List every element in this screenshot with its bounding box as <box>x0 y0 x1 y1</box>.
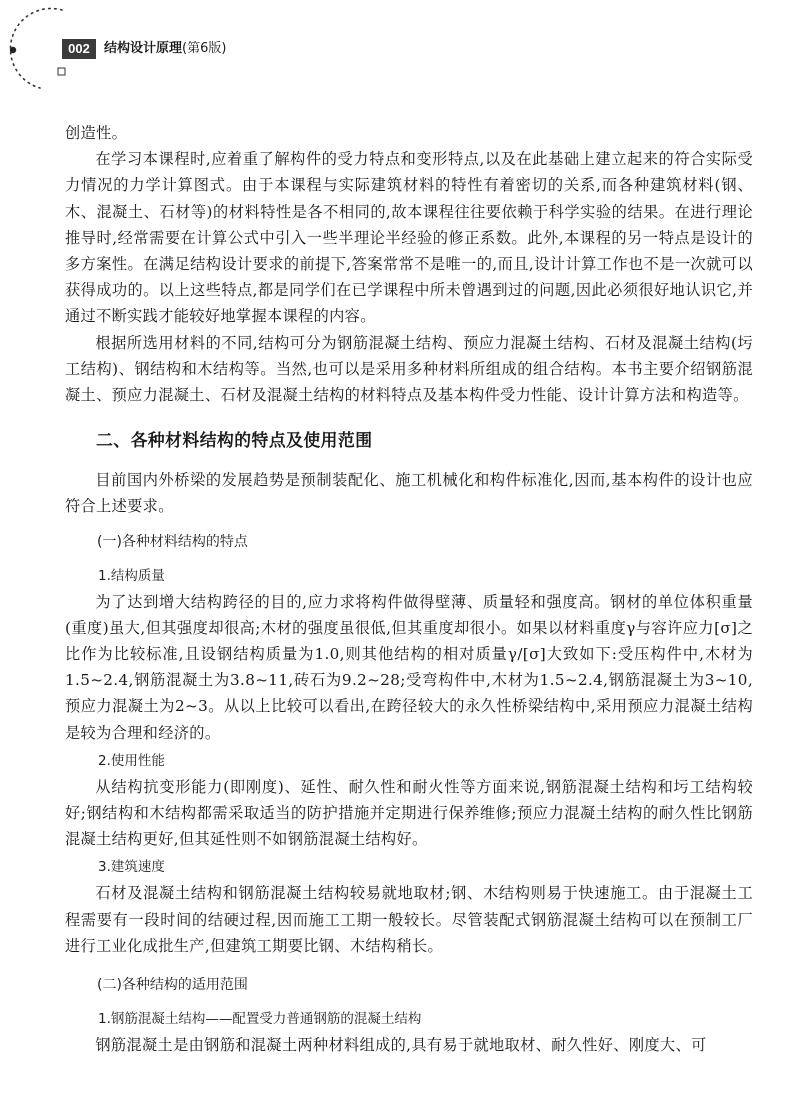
book-title: 结构设计原理 <box>104 41 183 56</box>
paragraph: 从结构抗变形能力(即刚度)、延性、耐久性和耐火性等方面来说,钢筋混凝土结构和圬工结构较好;钢结构和木结构都需采取适当的防护措施并定期进行保养维修;预应力混凝土结构的耐久性比钢筋混凝土结构更好,但其延性则不如钢筋混凝土结构好。 <box>65 777 753 849</box>
header-ornament <box>0 0 120 110</box>
paragraph: 为了达到增大结构跨径的目的,应力求将构件做得壁薄、质量轻和强度高。钢材的单位体积重量(重度)虽大,但其强度却很高;木材的强度虽很低,但其重度却很小。如果以材料重度γ与容许应力[σ]之比作为比较标准,且设钢结构质量为1.0,则其他结构的相对质量γ/[σ]大致如下:受压构件中,木材为1.5~2.4,钢筋混凝土为3.8~11,砖石为9.2~28;受弯构件中,木材为1.5~2.4,钢筋混凝土为3~10,预应力混凝土为2~3。从以上比较可以看出,在跨径较大的永久性桥梁结构中,采用预应力混凝土结构是较为合理和经济的。 <box>65 592 753 742</box>
paragraph: 目前国内外桥梁的发展趋势是预制装配化、施工机械化和构件标准化,因而,基本构件的设计也应符合上述要求。 <box>65 471 753 516</box>
paragraph: 石材及混凝土结构和钢筋混凝土结构较易就地取材;钢、木结构则易于快速施工。由于混凝土工程需要有一段时间的结硬过程,因而施工工期一般较长。尽管装配式钢筋混凝土结构可以在预制工厂进行工业化成批生产,但建筑工期要比钢、木结构稍长。 <box>65 884 753 955</box>
paragraph-continuation: 创造性。 <box>65 124 128 142</box>
paragraph: 在学习本课程时,应着重了解构件的受力特点和变形特点,以及在此基础上建立起来的符合实际受力情况的力学计算图式。由于本课程与实际建筑材料的特性有着密切的关系,而各种建筑材料(钢、木、混凝土、石材等)的材料特性是各不相同的,故本课程往往要依赖于科学实验的结果。在进行理论推导时,经常需要在计算公式中引入一些半理论半经验的修正系数。此外,本课程的另一特点是设计的多方案性。在满足结构设计要求的前提下,答案常常不是唯一的,而且,设计计算工作也不是一次就可以获得成功的。以上这些特点,都是同学们在已学课程中所未曾遇到过的问题,因此必须很好地认识它,并通过不断实践才能较好地掌握本课程的内容。 <box>65 150 753 326</box>
item-heading: 2.使用性能 <box>98 752 165 769</box>
section-heading: 二、各种材料结构的特点及使用范围 <box>96 430 373 451</box>
dotted-arc <box>10 8 62 88</box>
page-header <box>0 0 790 110</box>
item-heading: 1.结构质量 <box>98 567 165 584</box>
edition: (第6版) <box>182 41 227 56</box>
item-heading: 3.建筑速度 <box>98 859 165 876</box>
subsection-heading: (一)各种材料结构的特点 <box>97 533 248 550</box>
subsection-heading: (二)各种结构的适用范围 <box>97 977 248 994</box>
item-heading: 1.钢筋混凝土结构——配置受力普通钢筋的混凝土结构 <box>98 1011 422 1028</box>
paragraph: 根据所选用材料的不同,结构可分为钢筋混凝土结构、预应力混凝土结构、石材及混凝土结构(圬工结构)、钢结构和木结构等。当然,也可以是采用多种材料所组成的组合结构。本书主要介绍钢筋混凝土、预应力混凝土、石材及混凝土结构的材料特点及基本构件受力性能、设计计算方法和构造等。 <box>65 333 753 405</box>
small-square-icon <box>58 68 65 75</box>
running-title <box>104 40 226 58</box>
paragraph: 钢筋混凝土是由钢筋和混凝土两种材料组成的,具有易于就地取材、耐久性好、刚度大、可 <box>95 1036 707 1055</box>
page-number: 002 <box>62 39 96 59</box>
page-body <box>65 120 753 1058</box>
